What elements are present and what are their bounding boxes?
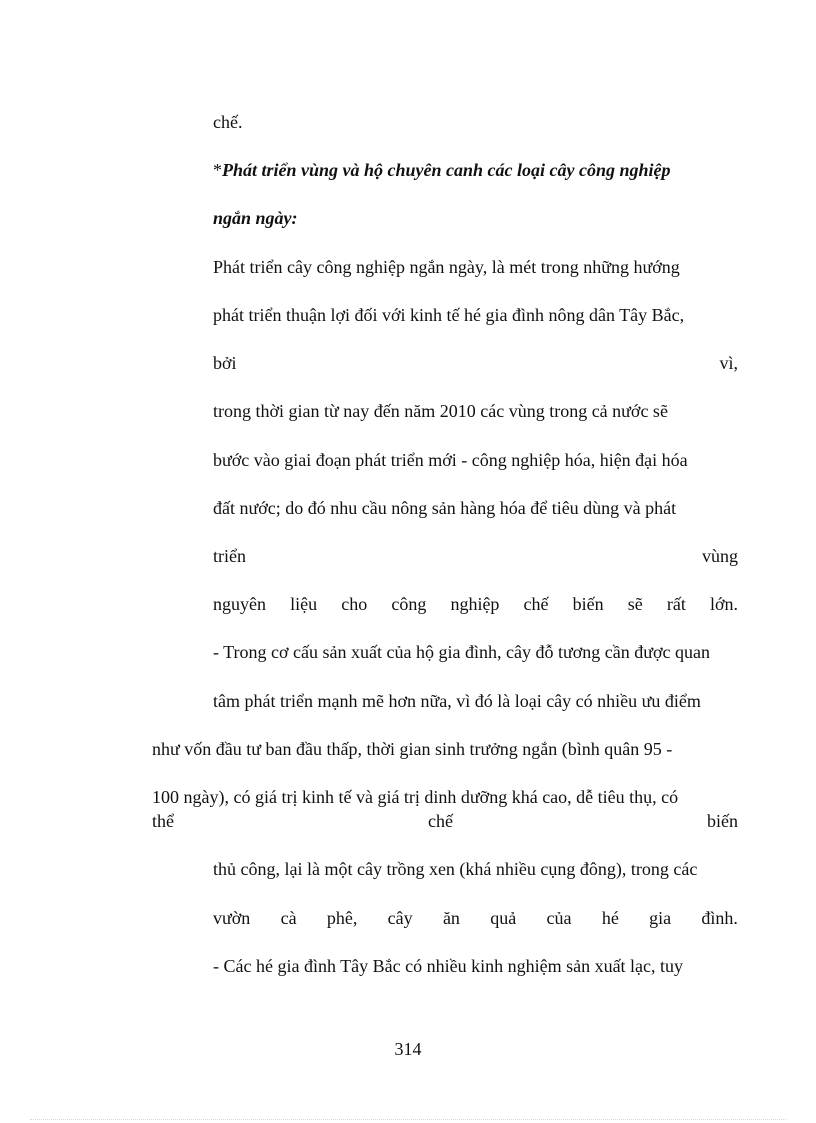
heading-text: Phát triển vùng và hộ chuyên canh các loại cây công nghiệp (222, 160, 671, 180)
word: vườn (213, 908, 251, 928)
word: cây (387, 908, 413, 928)
text-line: bước vào giai đoạn phát triển mới - công nghiệp hóa, hiện đại hóa (213, 450, 688, 470)
text-line: thủ công, lại là một cây trồng xen (khá nhiều cụng đông), trong các (213, 859, 698, 879)
word: chế (428, 811, 453, 831)
text-line: đất nước; do đó nhu cầu nông sản hàng hóa để tiêu dùng và phát (213, 498, 677, 518)
text-line: tâm phát triển mạnh mẽ hơn nữa, vì đó là loại cây có nhiều ưu điểm (213, 691, 701, 711)
word: của (546, 908, 572, 928)
word: quả (490, 908, 517, 928)
heading-text-cont: ngắn ngày: (213, 208, 298, 228)
word: hé (601, 908, 619, 928)
word: liệu (290, 594, 318, 614)
word: vì, (719, 353, 738, 373)
word: vùng (702, 546, 738, 566)
word: công (391, 594, 427, 614)
word: biến (572, 594, 604, 614)
text-line: 100 ngày), có giá trị kinh tế và giá trị dinh dưỡng khá cao, dễ tiêu thụ, có (152, 787, 679, 807)
word: cà (280, 908, 297, 928)
word: lớn. (709, 594, 738, 614)
word: triển (213, 546, 246, 566)
word: bởi (213, 353, 237, 373)
word: sẽ (627, 594, 643, 614)
text-line (152, 809, 738, 833)
text-line (213, 544, 738, 568)
text-line: phát triển thuận lợi đối với kinh tế hé gia đình nông dân Tây Bắc, (213, 305, 685, 325)
word: cho (341, 594, 368, 614)
word: đình. (701, 908, 738, 928)
text-line (213, 351, 738, 375)
text-line: trong thời gian từ nay đến năm 2010 các vùng trong cả nước sẽ (213, 401, 668, 421)
word: gia (649, 908, 672, 928)
word: biến (706, 811, 738, 831)
text-line: - Trong cơ cấu sản xuất của hộ gia đình, cây đỗ tương cần được quan (213, 642, 710, 662)
word: nguyên (213, 594, 266, 614)
text-line (213, 906, 738, 930)
text-line: chế. (213, 112, 243, 132)
word: thể (152, 811, 174, 831)
page-bottom-border (30, 1119, 786, 1120)
text-line: - Các hé gia đình Tây Bắc có nhiều kinh nghiệm sản xuất lạc, tuy (213, 956, 684, 976)
word: ăn (442, 908, 460, 928)
heading-bullet: * (213, 160, 222, 180)
text-line: như vốn đầu tư ban đầu thấp, thời gian sinh trưởng ngắn (bình quân 95 - (152, 739, 673, 759)
text-line (213, 592, 738, 616)
word: nghiệp (450, 594, 500, 614)
word: phê, (326, 908, 358, 928)
text-line: Phát triển cây công nghiệp ngắn ngày, là mét trong những hướng (213, 257, 680, 277)
word: chế (523, 594, 549, 614)
section-heading (213, 158, 738, 182)
word: rất (666, 594, 686, 614)
page-number: 314 (394, 1039, 422, 1059)
